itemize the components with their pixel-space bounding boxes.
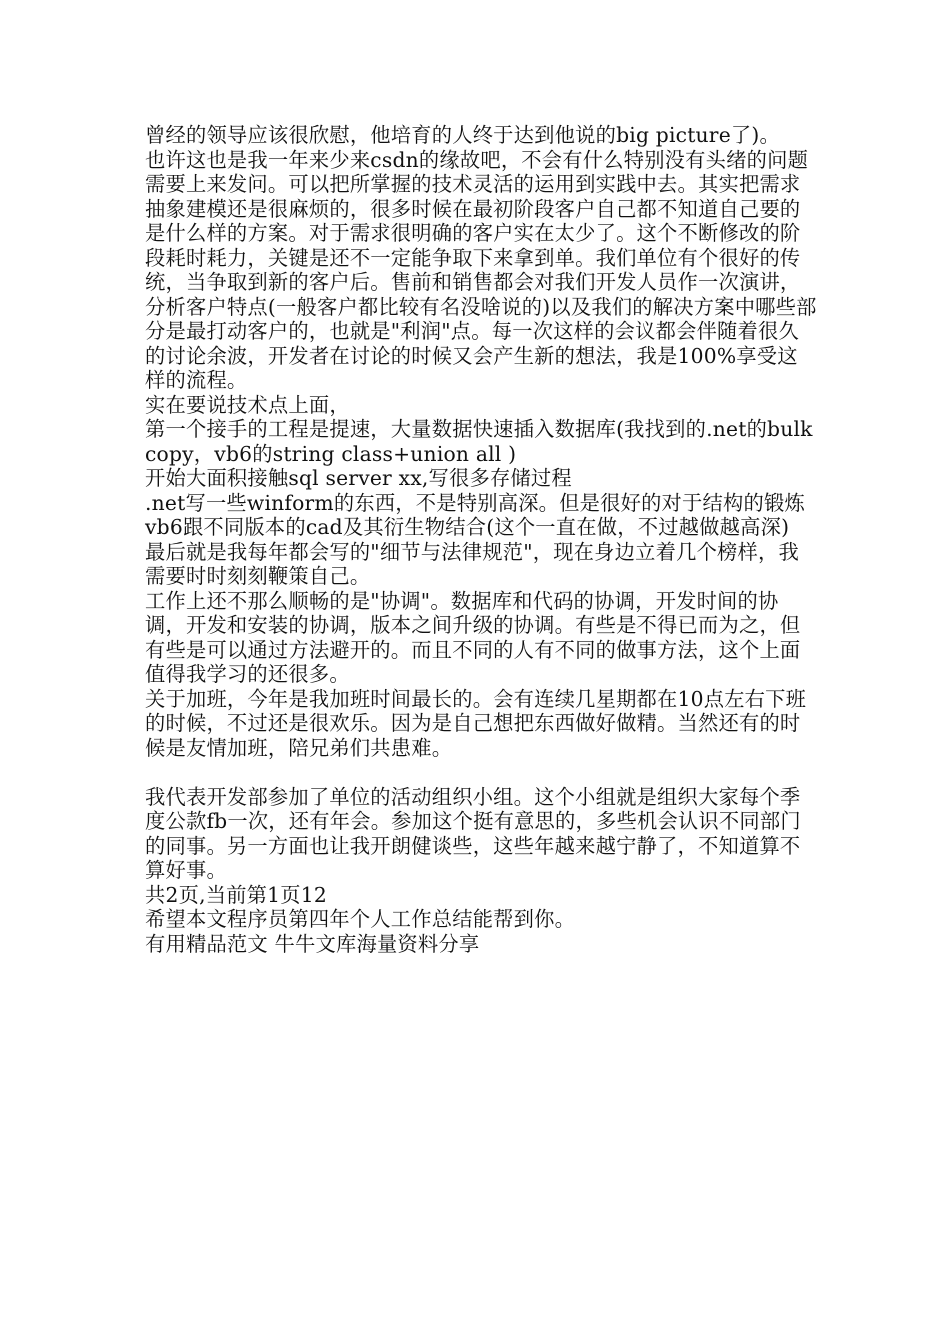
paragraph-overtime: 关于加班，今年是我加班时间最长的。会有连续几星期都在10点左右下班的时候，不过还是很欢乐。因为是自己想把东西做好做精。当然还有的时候是友情加班，陪兄弟们共患难。	[145, 686, 807, 760]
paragraph-activity-group: 我代表开发部参加了单位的活动组织小组。这个小组就是组织大家每个季度公款fb一次，还有年会。参加这个挺有意思的，多些机会认识不同部门的同事。另一方面也让我开朗健谈些，这些年越来越宁静了，不知道算不算好事。	[145, 784, 801, 882]
page-indicator: 共2页,当前第1页12	[145, 882, 327, 907]
paragraph-sql-server: 开始大面积接触sql server xx,写很多存储过程	[145, 466, 572, 490]
paragraph-dotnet-winform: .net写一些winform的东西，不是特别高深。但是很好的对于结构的锻炼	[145, 490, 805, 515]
paragraph-csdn-requirements: 也许这也是我一年来少来csdn的缘故吧，不会有什么特别没有头绪的问题需要上来发问。可以把所掌握的技术灵活的运用到实践中去。其实把需求抽象建模还是很麻烦的，很多时候在最初阶段客户自己都不知道自己要的是什么样的方案。对于需求很明确的客户实在太少了。这个不断修改的阶段耗时耗力，关键是还不一定能争取下来拿到单。我们单位有个很好的传统，当争取到新的客户后。售前和销售都会对我们开发人员作一次演讲，分析客户特点(一般客户都比较有名没啥说的)以及我们的解决方案中哪些部分是最打动客户的，也就是"利润"点。每一次这样的会议都会伴随着很久的讨论余波，开发者在讨论的时候又会产生新的想法，我是100%享受这样的流程。	[145, 147, 817, 392]
paragraph-big-picture: 曾经的领导应该很欣慰，他培育的人终于达到他说的big picture了)。	[145, 123, 780, 147]
paragraph-first-project: 第一个接手的工程是提速，大量数据快速插入数据库(我找到的.net的bulkcopy，vb6的string class+union all )	[145, 417, 813, 466]
paragraph-coordination: 工作上还不那么顺畅的是"协调"。数据库和代码的协调，开发时间的协调，开发和安装的协调，版本之间升级的协调。有些是不得已而为之，但有些是可以通过方法避开的。而且不同的人有不同的做事方法，这个上面值得我学习的还很多。	[145, 588, 801, 686]
paragraph-details-rules: 最后就是我每年都会写的"细节与法律规范"，现在身边立着几个榜样，我需要时时刻刻鞭策自己。	[145, 539, 799, 588]
blank-line	[145, 760, 817, 785]
document-body	[145, 123, 817, 956]
paragraph-tech-points-intro: 实在要说技术点上面，	[145, 392, 350, 417]
closing-line: 希望本文程序员第四年个人工作总结能帮到你。	[145, 907, 576, 931]
paragraph-vb6-cad: vb6跟不同版本的cad及其衍生物结合(这个一直在做，不过越做越高深)	[145, 515, 790, 539]
footer-share-line: 有用精品范文 牛牛文库海量资料分享	[145, 931, 480, 956]
